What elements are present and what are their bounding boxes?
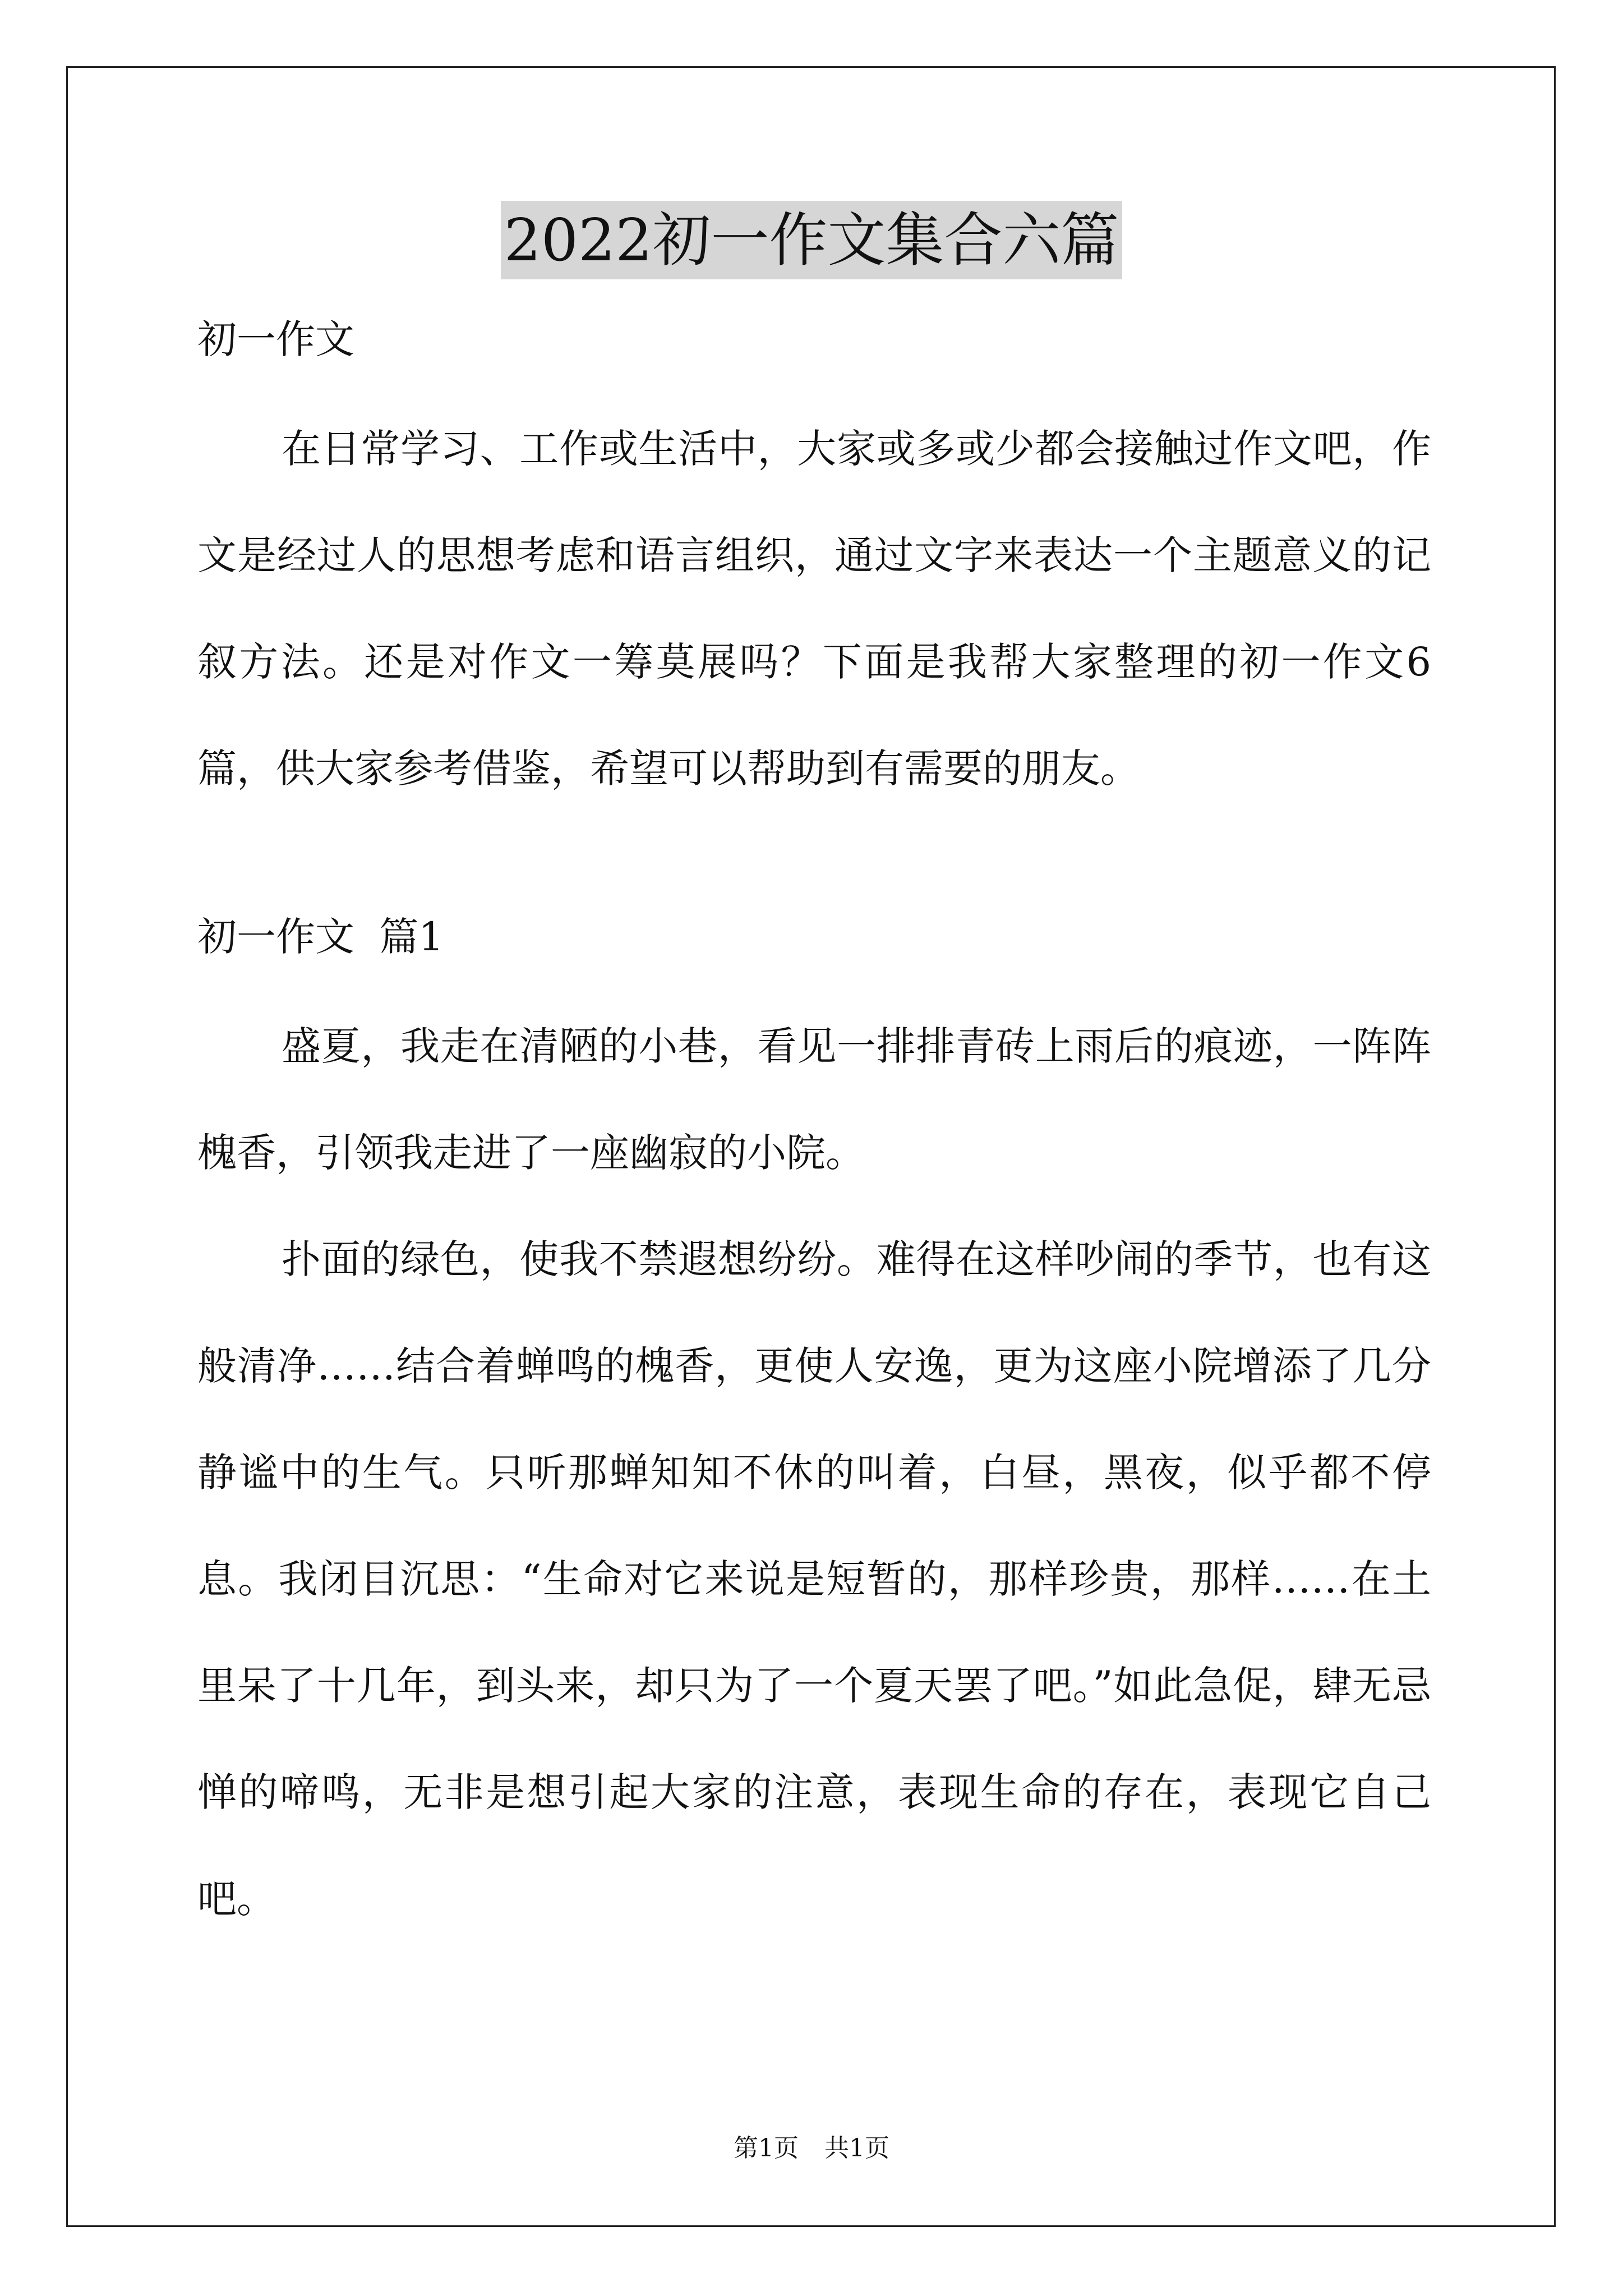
page-number: 第1页 <box>734 2134 799 2162</box>
spacer <box>197 376 1431 395</box>
spacer <box>197 973 1431 993</box>
page-total: 共1页 <box>824 2134 889 2162</box>
intro-heading: 初一作文 <box>197 316 354 362</box>
spacer <box>197 822 1431 900</box>
page-footer <box>0 2132 1623 2165</box>
title-container <box>0 201 1623 279</box>
document-body <box>197 303 1431 1952</box>
section-paragraph: 扑面的绿色，使我不禁遐想纷纷。难得在这样吵闹的季节，也有这般清净……结合着蝉鸣的槐香，更使人安逸，更为这座小院增添了几分静谧中的生气。只听那蝉知知不休的叫着，白昼，黑夜，似乎都不停息。我闭目沉思：“生命对它来说是短暂的，那样珍贵，那样……在土里呆了十几年，到头来，却只为了一个夏天罢了吧。”如此急促，肆无忌惮的啼鸣，无非是想引起大家的注意，表现生命的存在，表现它自己吧。 <box>197 1236 1431 1922</box>
section-heading: 初一作文 篇1 <box>197 914 444 960</box>
section-paragraph: 盛夏，我走在清陋的小巷，看见一排排青砖上雨后的痕迹，一阵阵槐香，引领我走进了一座幽寂的小院。 <box>197 1023 1431 1176</box>
document-title: 2022初一作文集合六篇 <box>501 201 1123 279</box>
intro-paragraph: 在日常学习、工作或生活中，大家或多或少都会接触过作文吧，作文是经过人的思想考虑和语言组织，通过文字来表达一个主题意义的记叙方法。还是对作文一筹莫展吗？下面是我帮大家整理的初一作文6篇，供大家参考借鉴，希望可以帮助到有需要的朋友。 <box>197 426 1431 792</box>
